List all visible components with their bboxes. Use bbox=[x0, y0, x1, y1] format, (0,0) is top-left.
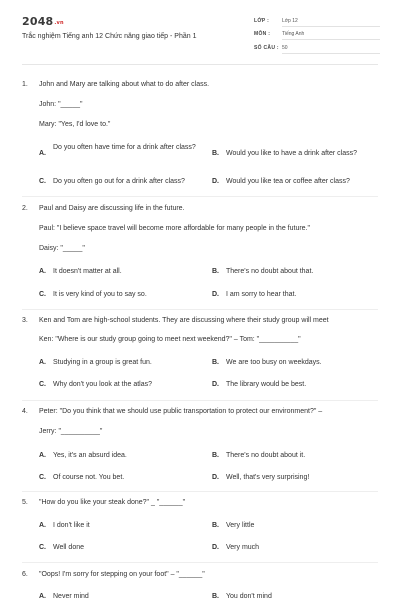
meta-value: 50 bbox=[282, 45, 288, 51]
option-letter: A. bbox=[39, 359, 46, 366]
option-text: I am sorry to hear that. bbox=[226, 291, 297, 298]
question-number: 6. bbox=[22, 571, 28, 578]
option-letter: A. bbox=[39, 522, 46, 529]
meta-class bbox=[254, 18, 380, 30]
question-number: 5. bbox=[22, 499, 28, 506]
option-d[interactable] bbox=[212, 380, 382, 390]
option-text: Well done bbox=[53, 544, 85, 551]
option-text: You don't mind bbox=[226, 593, 272, 600]
dialogue-line: Paul: "I believe space travel will become more affordable for many people in the future." bbox=[39, 225, 310, 232]
option-text: Of course not. You bet. bbox=[53, 474, 125, 481]
question-prompt bbox=[22, 408, 322, 415]
question-number: 1. bbox=[22, 81, 28, 88]
dialogue-line: Ken: "Where is our study group going to meet next weekend?" – Tom: "__________" bbox=[39, 336, 301, 343]
option-text: We are too busy on weekdays. bbox=[226, 359, 322, 366]
option-text: Do you often have time for a drink after class? bbox=[53, 144, 196, 151]
option-letter: C. bbox=[39, 291, 46, 298]
question-prompt bbox=[22, 81, 209, 88]
option-text: Why don't you look at the atlas? bbox=[53, 381, 153, 388]
option-b[interactable] bbox=[212, 267, 382, 277]
option-a[interactable] bbox=[39, 521, 209, 531]
option-text: There's no doubt about that. bbox=[226, 268, 314, 275]
option-letter: D. bbox=[212, 381, 219, 388]
question-divider bbox=[22, 562, 378, 563]
option-d[interactable] bbox=[212, 543, 382, 553]
meta-underline bbox=[282, 53, 380, 54]
option-letter: B. bbox=[212, 150, 219, 157]
option-a[interactable] bbox=[39, 267, 209, 277]
document-title: Trắc nghiệm Tiếng anh 12 Chức năng giao tiếp - Phần 1 bbox=[22, 33, 197, 40]
option-text: Do you often go out for a drink after class? bbox=[53, 178, 185, 185]
option-c[interactable] bbox=[39, 177, 219, 187]
meta-value: Lớp 12 bbox=[282, 18, 298, 24]
option-text: There's no doubt about it. bbox=[226, 452, 306, 459]
question-number: 3. bbox=[22, 317, 28, 324]
option-d[interactable] bbox=[212, 473, 382, 483]
option-text: The library would be best. bbox=[226, 381, 307, 388]
question-text: John and Mary are talking about what to do after class. bbox=[39, 81, 210, 88]
option-letter: B. bbox=[212, 452, 219, 459]
option-text: Never mind bbox=[53, 593, 89, 600]
dialogue-line: Daisy: "_____" bbox=[39, 245, 85, 252]
logo-text: 2048 bbox=[22, 15, 54, 28]
option-letter: C. bbox=[39, 381, 46, 388]
option-text: Would you like tea or coffee after class? bbox=[226, 178, 350, 185]
question-prompt bbox=[22, 499, 185, 506]
option-letter: B. bbox=[212, 268, 219, 275]
meta-underline bbox=[282, 39, 380, 40]
option-d[interactable] bbox=[212, 177, 382, 187]
page-header bbox=[0, 0, 400, 62]
option-text: Well, that's very surprising! bbox=[226, 474, 310, 481]
option-text: It doesn't matter at all. bbox=[53, 268, 122, 275]
option-c[interactable] bbox=[39, 380, 209, 390]
meta-key: SỐ CÂU : bbox=[254, 45, 279, 51]
option-letter: C. bbox=[39, 178, 46, 185]
option-a[interactable] bbox=[39, 451, 209, 461]
option-letter: A. bbox=[39, 452, 46, 459]
option-letter: B. bbox=[212, 359, 219, 366]
dialogue-line: Jerry: "__________" bbox=[39, 428, 103, 435]
question-divider bbox=[22, 309, 378, 310]
option-letter: C. bbox=[39, 474, 46, 481]
option-letter: B. bbox=[212, 522, 219, 529]
option-b[interactable] bbox=[212, 592, 382, 600]
option-b[interactable] bbox=[212, 451, 382, 461]
meta-underline bbox=[282, 26, 380, 27]
option-c[interactable] bbox=[39, 543, 209, 553]
meta-value: Tiếng Anh bbox=[282, 31, 305, 37]
site-logo[interactable] bbox=[22, 15, 64, 28]
option-letter: B. bbox=[212, 593, 219, 600]
dialogue-line: Mary: "Yes, I'd love to." bbox=[39, 121, 111, 128]
option-letter: C. bbox=[39, 544, 46, 551]
question-number: 2. bbox=[22, 205, 28, 212]
question-text: "Oops! I'm sorry for stepping on your foot" – "______" bbox=[39, 571, 205, 578]
question-divider bbox=[22, 400, 378, 401]
option-c[interactable] bbox=[39, 290, 209, 300]
option-text: It is very kind of you to say so. bbox=[53, 291, 147, 298]
option-text: Yes, it's an absurd idea. bbox=[53, 452, 127, 459]
dialogue-line: John: "_____" bbox=[39, 101, 83, 108]
option-text: I don't like it bbox=[53, 522, 90, 529]
option-text: Studying in a group is great fun. bbox=[53, 359, 152, 366]
option-letter: A. bbox=[39, 268, 46, 275]
question-divider bbox=[22, 196, 378, 197]
option-a[interactable] bbox=[39, 592, 209, 600]
question-text: Paul and Daisy are discussing life in the future. bbox=[39, 205, 185, 212]
logo-suffix: .vn bbox=[54, 20, 64, 26]
meta-subject bbox=[254, 31, 380, 43]
question-number: 4. bbox=[22, 408, 28, 415]
option-a[interactable] bbox=[39, 143, 214, 157]
header-divider bbox=[22, 64, 378, 65]
option-letter: A. bbox=[39, 593, 46, 600]
meta-key: MÔN : bbox=[254, 31, 271, 37]
question-text: "How do you like your steak done?" _ "______" bbox=[39, 499, 186, 506]
question-prompt bbox=[22, 205, 185, 212]
option-a[interactable] bbox=[39, 358, 209, 368]
meta-question-count bbox=[254, 45, 380, 57]
question-prompt bbox=[22, 317, 329, 324]
option-b[interactable] bbox=[212, 149, 382, 159]
question-divider bbox=[22, 491, 378, 492]
option-text: Would you like to have a drink after class? bbox=[226, 150, 357, 157]
option-c[interactable] bbox=[39, 473, 209, 483]
option-b[interactable] bbox=[212, 521, 382, 531]
option-d[interactable] bbox=[212, 290, 382, 300]
meta-key: LỚP : bbox=[254, 18, 270, 24]
option-letter: D. bbox=[212, 474, 219, 481]
option-text: Very much bbox=[226, 544, 260, 551]
option-letter: D. bbox=[212, 178, 219, 185]
option-letter: D. bbox=[212, 291, 219, 298]
question-prompt bbox=[22, 571, 205, 578]
option-letter: A. bbox=[39, 150, 46, 157]
question-text: Peter: "Do you think that we should use public transportation to protect our environment?" – bbox=[39, 408, 323, 415]
option-text: Very little bbox=[226, 522, 255, 529]
option-letter: D. bbox=[212, 544, 219, 551]
option-b[interactable] bbox=[212, 358, 382, 368]
question-text: Ken and Tom are high-school students. They are discussing where their study group will meet bbox=[39, 317, 329, 324]
